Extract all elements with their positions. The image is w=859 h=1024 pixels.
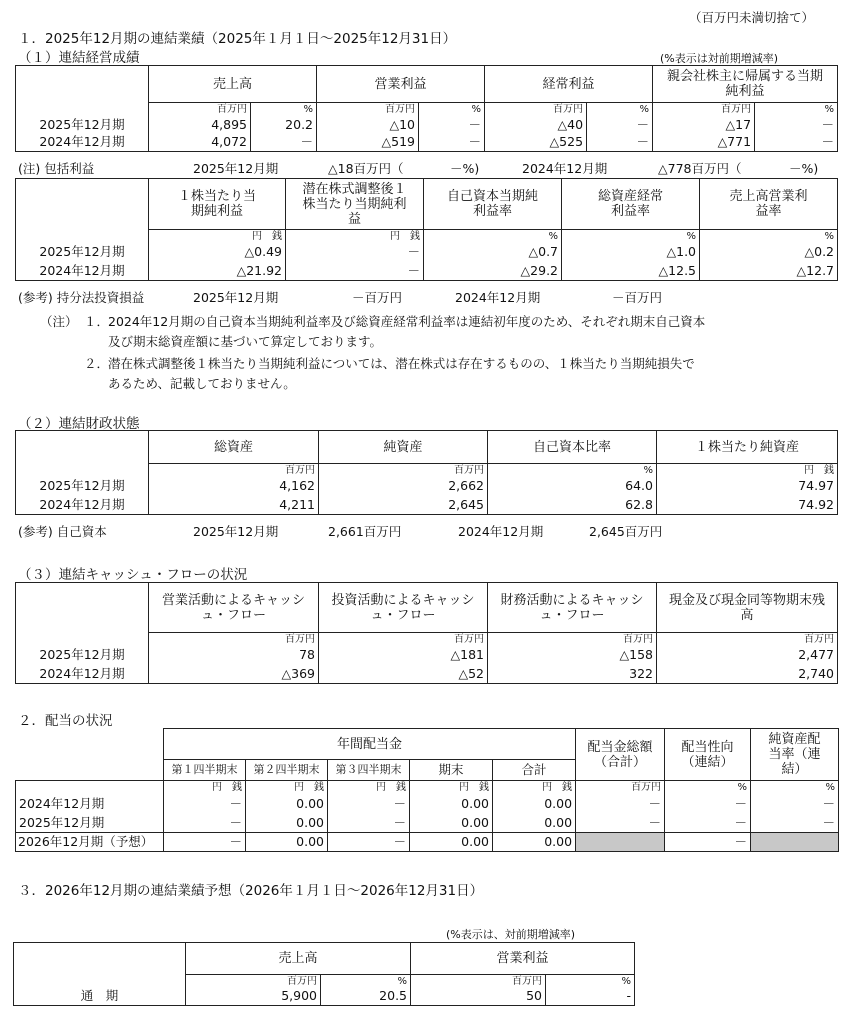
unit-pct: % xyxy=(419,103,485,116)
cell: △0.49 xyxy=(149,243,286,262)
cell: 4,162 xyxy=(149,477,319,496)
unit-mil: 百万円 xyxy=(149,103,251,116)
cell: △17 xyxy=(653,116,755,134)
unit: 円 銭 xyxy=(657,464,838,477)
unit-mil: 百万円 xyxy=(576,781,665,795)
note-1-line1: 2024年12月期の自己資本当期純利益率及び総資産経常利益率は連結初年度のため、それぞれ期末自己資本 xyxy=(108,314,706,329)
header-investing-cf: 投資活動によるキャッシュ・フロー xyxy=(319,583,488,633)
table-row xyxy=(16,665,838,684)
table-row xyxy=(16,795,839,814)
table-row xyxy=(16,243,838,262)
header-ordinary-profit: 経常利益 xyxy=(485,66,653,103)
cell: － xyxy=(576,814,665,833)
cell: － xyxy=(286,243,424,262)
header-sales: 売上高 xyxy=(149,66,317,103)
header-dividend-ratio: 純資産配当率（連結） xyxy=(751,729,839,781)
header-diluted-eps: 潜在株式調整後１株当たり当期純利益 xyxy=(286,179,424,230)
comprehensive-income-label: (注) 包括利益 xyxy=(18,161,95,176)
unit-yen: 円 銭 xyxy=(149,230,286,243)
cell: 20.2 xyxy=(251,116,317,134)
cell: － xyxy=(665,833,751,852)
equity-method-label: (参考) 持分法投資損益 xyxy=(18,290,145,305)
unit-mil: 百万円 xyxy=(149,633,319,646)
cell: 74.97 xyxy=(657,477,838,496)
unit-mil: 百万円 xyxy=(319,633,488,646)
cell: － xyxy=(751,814,839,833)
note-1-line2: 及び期末総資産額に基づいて算定しております。 xyxy=(108,334,383,349)
unit: 百万円 xyxy=(149,464,319,477)
cell: △29.2 xyxy=(424,262,562,281)
section3-title: ３．2026年12月期の連結業績予想（2026年１月１日～2026年12月31日） xyxy=(18,883,484,899)
header-roa: 総資産経常利益率 xyxy=(562,179,700,230)
cell: △52 xyxy=(319,665,488,684)
unit-pct: % xyxy=(665,781,751,795)
section1-title: １．2025年12月期の連結業績（2025年１月１日～2025年12月31日） xyxy=(18,31,457,47)
cell: △1.0 xyxy=(562,243,700,262)
dividends-table xyxy=(15,728,839,852)
header-blank xyxy=(16,66,149,103)
header-equity-ratio: 自己資本比率 xyxy=(488,431,657,464)
cell: △12.5 xyxy=(562,262,700,281)
table-row xyxy=(16,814,839,833)
header-forecast-op-profit: 営業利益 xyxy=(411,943,635,975)
unit: 百万円 xyxy=(319,464,488,477)
cell: 0.00 xyxy=(410,795,493,814)
unit-pct: % xyxy=(755,103,838,116)
row-label: 2024年12月期 xyxy=(16,134,149,152)
header-financing-cf: 財務活動によるキャッシュ・フロー xyxy=(488,583,657,633)
cell: 0.00 xyxy=(246,795,328,814)
unit-mil: 百万円 xyxy=(657,633,838,646)
cell: 2,662 xyxy=(319,477,488,496)
cell: － xyxy=(328,833,410,852)
shaded-cell xyxy=(751,833,839,852)
cell: － xyxy=(576,795,665,814)
cell: 62.8 xyxy=(488,496,657,515)
header-bps: １株当たり純資産 xyxy=(657,431,838,464)
unit-pct: % xyxy=(587,103,653,116)
table-row xyxy=(16,646,838,665)
header-operating-profit: 営業利益 xyxy=(317,66,485,103)
unit-yen: 円 銭 xyxy=(493,781,576,795)
header-net-assets: 純資産 xyxy=(319,431,488,464)
cell: 4,895 xyxy=(149,116,251,134)
unit-yen: 円 銭 xyxy=(328,781,410,795)
unit-pct: % xyxy=(424,230,562,243)
equity-ref-label: (参考) 自己資本 xyxy=(18,524,107,539)
cell: － xyxy=(328,795,410,814)
table-row xyxy=(16,262,838,281)
financial-position-table xyxy=(15,430,838,515)
cell: － xyxy=(286,262,424,281)
equity-ref-value2: 2,645百万円 xyxy=(589,524,663,539)
cell: － xyxy=(251,134,317,152)
cell: 5,900 xyxy=(186,988,321,1006)
comprehensive-income-pct1: －%) xyxy=(450,161,480,176)
unit-mil: 百万円 xyxy=(317,103,419,116)
header-q1: 第１四半期末 xyxy=(164,760,246,781)
section3-pct-note: (%表示は、対前期増減率) xyxy=(446,928,576,941)
sub3-title: （３）連結キャッシュ・フローの状況 xyxy=(18,567,248,583)
cell: 74.92 xyxy=(657,496,838,515)
unit-pct: % xyxy=(562,230,700,243)
cell: 78 xyxy=(149,646,319,665)
row-label: 2024年12月期 xyxy=(16,262,149,281)
row-label: 2026年12月期（予想） xyxy=(16,833,164,852)
cell: 0.00 xyxy=(493,795,576,814)
equity-method-period1: 2025年12月期 xyxy=(193,290,279,305)
header-q2: 第２四半期末 xyxy=(246,760,328,781)
row-label: 2024年12月期 xyxy=(16,665,149,684)
cell: － xyxy=(164,814,246,833)
header-total: 合計 xyxy=(493,760,576,781)
cell: － xyxy=(665,795,751,814)
cell: － xyxy=(419,134,485,152)
row-label: 2025年12月期 xyxy=(16,116,149,134)
header-operating-cf: 営業活動によるキャッシュ・フロー xyxy=(149,583,319,633)
cell: 64.0 xyxy=(488,477,657,496)
cell: 0.00 xyxy=(410,814,493,833)
comprehensive-income-pct2: －%) xyxy=(789,161,819,176)
table-row xyxy=(16,116,838,134)
sub2-title: （２）連結財政状態 xyxy=(18,416,140,432)
notes-label: （注） xyxy=(40,314,78,329)
table-row xyxy=(16,496,838,515)
comprehensive-income-value1: △18百万円（ xyxy=(328,161,404,176)
table-row xyxy=(16,134,838,152)
unit-note: （百万円未満切捨て） xyxy=(689,10,815,25)
cell: △40 xyxy=(485,116,587,134)
unit-pct: % xyxy=(321,975,411,988)
row-label: 2025年12月期 xyxy=(16,646,149,665)
cell: 0.00 xyxy=(493,833,576,852)
header-op-margin: 売上高営業利益率 xyxy=(700,179,838,230)
equity-ref-period2: 2024年12月期 xyxy=(458,524,544,539)
row-label: 2025年12月期 xyxy=(16,243,149,262)
cell: 0.00 xyxy=(493,814,576,833)
comprehensive-income-period1: 2025年12月期 xyxy=(193,161,279,176)
section2-title: ２．配当の状況 xyxy=(18,713,113,729)
cell: 0.00 xyxy=(246,814,328,833)
forecast-table xyxy=(13,942,635,1006)
table-row xyxy=(16,833,839,852)
unit-pct: % xyxy=(546,975,635,988)
row-label: 2025年12月期 xyxy=(16,477,149,496)
cell: △158 xyxy=(488,646,657,665)
header-annual-dividend: 年間配当金 xyxy=(164,729,576,760)
cell: △0.2 xyxy=(700,243,838,262)
table-row xyxy=(14,988,635,1006)
comprehensive-income-period2: 2024年12月期 xyxy=(522,161,608,176)
operating-results-table xyxy=(15,65,838,152)
cell: 2,645 xyxy=(319,496,488,515)
note-2-num: ２． xyxy=(84,356,110,371)
per-share-table xyxy=(15,178,838,281)
unit-yen: 円 銭 xyxy=(286,230,424,243)
note-2-line2: あるため、記載しておりません。 xyxy=(108,376,296,391)
cell: 4,072 xyxy=(149,134,251,152)
cell: 0.00 xyxy=(410,833,493,852)
table-row xyxy=(16,477,838,496)
unit-mil: 百万円 xyxy=(186,975,321,988)
unit-yen: 円 銭 xyxy=(164,781,246,795)
cell: － xyxy=(587,134,653,152)
cell: △525 xyxy=(485,134,587,152)
header-net-income: 親会社株主に帰属する当期純利益 xyxy=(653,66,838,103)
sub1-pct-note: (%表示は対前期増減率) xyxy=(660,52,779,65)
unit: % xyxy=(488,464,657,477)
comprehensive-income-value2: △778百万円（ xyxy=(658,161,742,176)
cell: △21.92 xyxy=(149,262,286,281)
unit-mil: 百万円 xyxy=(411,975,546,988)
header-q3: 第３四半期末 xyxy=(328,760,410,781)
cell: 2,477 xyxy=(657,646,838,665)
cell: － xyxy=(328,814,410,833)
cell: - xyxy=(546,988,635,1006)
cell: △12.7 xyxy=(700,262,838,281)
unit-pct: % xyxy=(700,230,838,243)
cell: － xyxy=(587,116,653,134)
unit-mil: 百万円 xyxy=(488,633,657,646)
equity-method-period2: 2024年12月期 xyxy=(455,290,541,305)
equity-method-value1: －百万円 xyxy=(352,290,403,305)
cash-flow-table xyxy=(15,582,838,684)
unit-mil: 百万円 xyxy=(485,103,587,116)
cell: △369 xyxy=(149,665,319,684)
cell: △771 xyxy=(653,134,755,152)
header-payout-ratio: 配当性向（連結） xyxy=(665,729,751,781)
cell: 4,211 xyxy=(149,496,319,515)
cell: △519 xyxy=(317,134,419,152)
cell: 2,740 xyxy=(657,665,838,684)
header-cash-end: 現金及び現金同等物期末残高 xyxy=(657,583,838,633)
header-forecast-sales: 売上高 xyxy=(186,943,411,975)
equity-method-value2: －百万円 xyxy=(612,290,663,305)
cell: 20.5 xyxy=(321,988,411,1006)
unit-pct: % xyxy=(751,781,839,795)
row-label: 2024年12月期 xyxy=(16,795,164,814)
cell: － xyxy=(665,814,751,833)
unit-yen: 円 銭 xyxy=(410,781,493,795)
sub1-title: （１）連結経営成績 xyxy=(18,50,140,66)
cell: － xyxy=(164,833,246,852)
cell: 0.00 xyxy=(246,833,328,852)
cell: △181 xyxy=(319,646,488,665)
note-1-num: １． xyxy=(84,314,110,329)
row-label: 2024年12月期 xyxy=(16,496,149,515)
note-2-line1: 潜在株式調整後１株当たり当期純利益については、潜在株式は存在するものの、１株当たり当期純損失で xyxy=(108,356,695,371)
header-total-assets: 総資産 xyxy=(149,431,319,464)
header-eps: １株当たり当期純利益 xyxy=(149,179,286,230)
header-year-end: 期末 xyxy=(410,760,493,781)
shaded-cell xyxy=(576,833,665,852)
cell: － xyxy=(164,795,246,814)
cell: － xyxy=(419,116,485,134)
header-roe: 自己資本当期純利益率 xyxy=(424,179,562,230)
equity-ref-value1: 2,661百万円 xyxy=(328,524,402,539)
equity-ref-period1: 2025年12月期 xyxy=(193,524,279,539)
row-label: 通 期 xyxy=(14,988,186,1006)
unit-mil: 百万円 xyxy=(653,103,755,116)
row-label: 2025年12月期 xyxy=(16,814,164,833)
cell: － xyxy=(755,134,838,152)
cell: △10 xyxy=(317,116,419,134)
cell: － xyxy=(755,116,838,134)
unit-yen: 円 銭 xyxy=(246,781,328,795)
cell: 50 xyxy=(411,988,546,1006)
cell: △0.7 xyxy=(424,243,562,262)
cell: － xyxy=(751,795,839,814)
cell: 322 xyxy=(488,665,657,684)
header-dividend-total: 配当金総額（合計） xyxy=(576,729,665,781)
unit-pct: % xyxy=(251,103,317,116)
